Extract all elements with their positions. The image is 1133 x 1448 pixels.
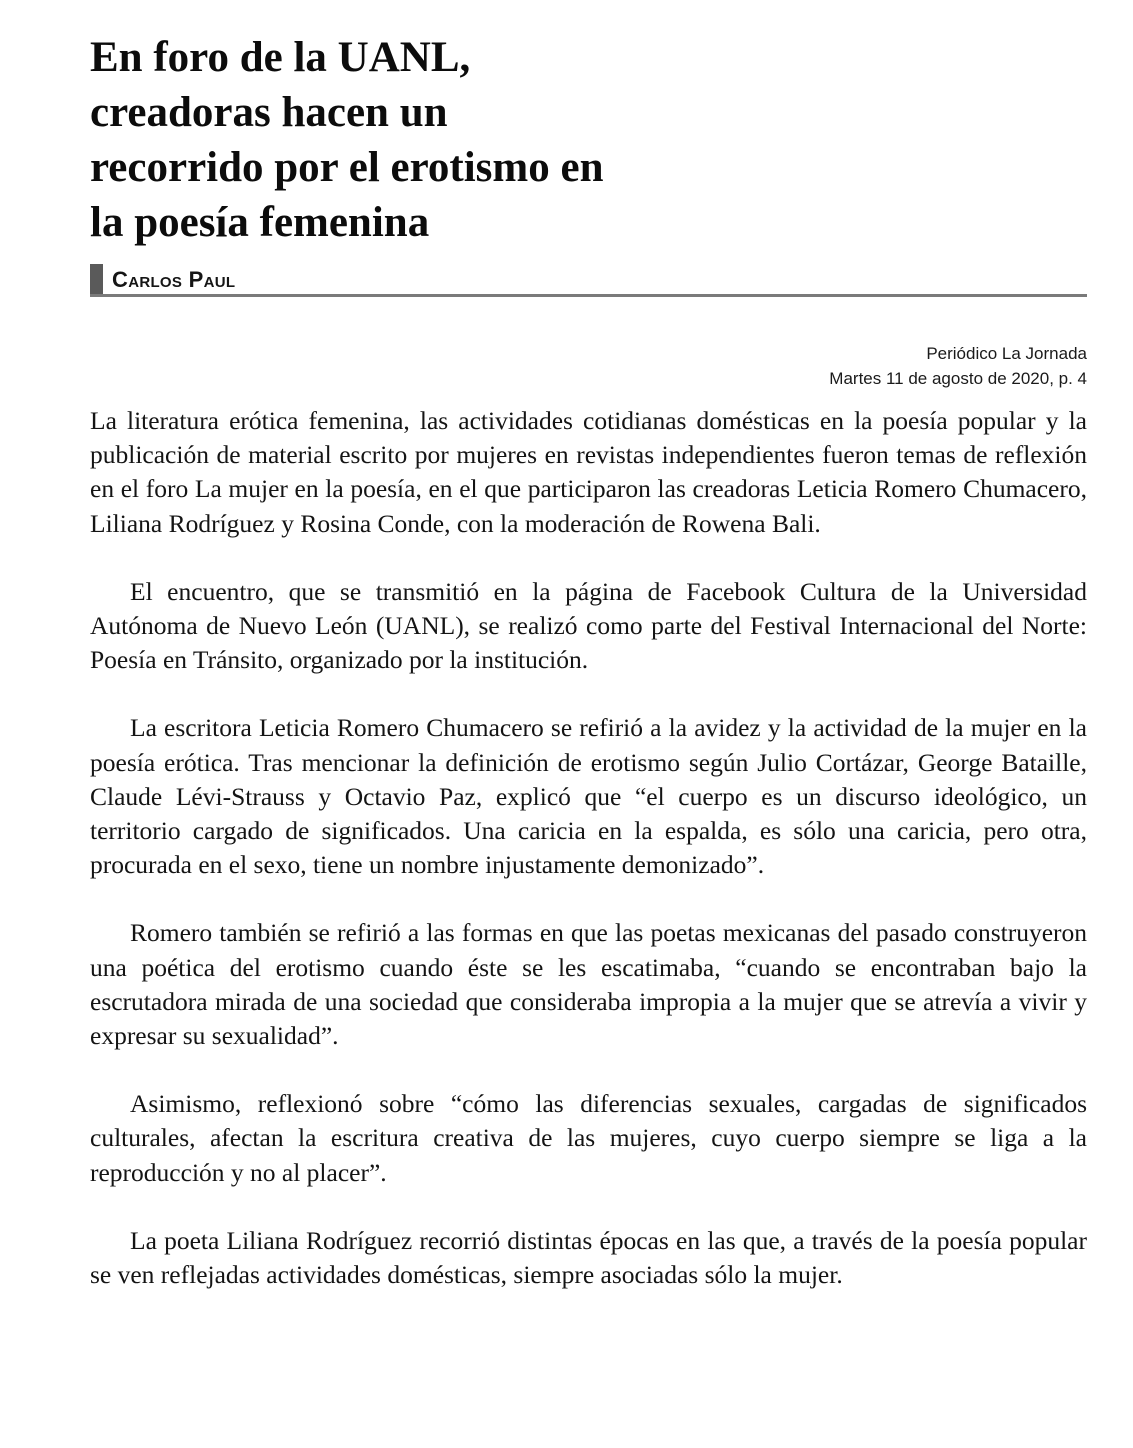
paragraph: La escritora Leticia Romero Chumacero se refirió a la avidez y la actividad de la mujer en la poesía erótica. Tras mencionar la definición de erotismo según Julio Cortázar, George Bataille, Claude Lévi-Strauss y Octavio Paz, explicó que “el cuerpo es un discurso ideológico, un territorio cargado de significados. Una caricia en la espalda, es sólo una caricia, pero otra, procurada en el sexo, tiene un nombre injustamente demonizado”. (90, 713, 1087, 880)
paragraph: Romero también se refirió a las formas en que las poetas mexicanas del pasado construyeron una poética del erotismo cuando éste se les escatimaba, “cuando se encontraban bajo la escrutadora mirada de una sociedad que consideraba impropia a la mujer que se atrevía a vivir y expresar su sexualidad”. (90, 918, 1087, 1051)
headline-line: la poesía femenina (90, 199, 430, 246)
headline (90, 30, 730, 250)
author-name: Carlos Paul (112, 267, 236, 292)
paragraph: La literatura erótica femenina, las actividades cotidianas domésticas en la poesía popular y la publicación de material escrito por mujeres en revistas independientes fueron temas de reflexión en el foro La mujer en la poesía, en el que participaron las creadoras Leticia Romero Chumacero, Liliana Rodríguez y Rosina Conde, con la moderación de Rowena Bali. (90, 406, 1087, 538)
article-body (90, 404, 1087, 1326)
byline (90, 264, 1087, 295)
headline-line: recorrido por el erotismo en (90, 144, 604, 191)
byline-marker-bar (90, 264, 103, 295)
publication-date: Martes 11 de agosto de 2020, p. 4 (829, 369, 1087, 388)
publication-name: Periódico La Jornada (926, 344, 1087, 363)
headline-line: En foro de la UANL, (90, 34, 471, 81)
byline-rule (90, 294, 1087, 297)
source-info (829, 341, 1087, 391)
paragraph: Asimismo, reflexionó sobre “cómo las diferencias sexuales, cargadas de significados culturales, afectan la escritura creativa de las mujeres, cuyo cuerpo siempre se liga a la reproducción y no al placer”. (90, 1089, 1087, 1187)
paragraph: La poeta Liliana Rodríguez recorrió distintas épocas en las que, a través de la poesía popular se ven reflejadas actividades domésticas, siempre asociadas sólo la mujer. (90, 1225, 1087, 1290)
headline-line: creadoras hacen un (90, 89, 448, 136)
paragraph: El encuentro, que se transmitió en la página de Facebook Cultura de la Universidad Autónoma de Nuevo León (UANL), se realizó como parte del Festival Internacional del Norte: Poesía en Tránsito, organizado por la institución. (90, 576, 1087, 675)
